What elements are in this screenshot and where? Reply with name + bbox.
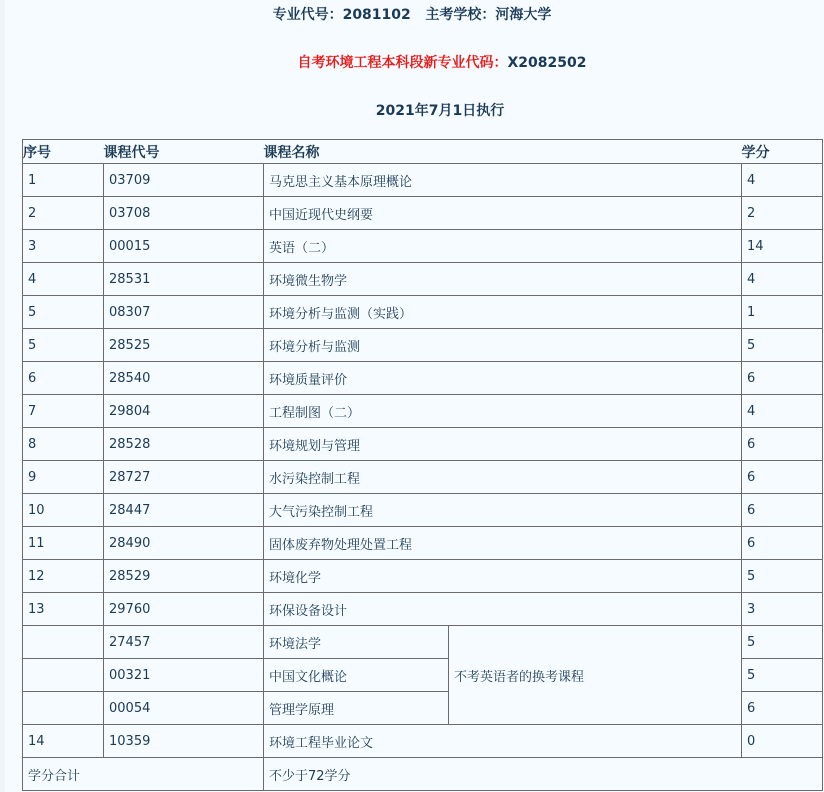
table-row xyxy=(23,197,823,230)
column-header-name: 课程名称 xyxy=(264,140,742,164)
cell-credit: 1 xyxy=(742,296,823,329)
cell-name: 环境微生物学 xyxy=(264,263,742,296)
cell-credit: 3 xyxy=(742,593,823,626)
substitute-row xyxy=(23,626,823,659)
table-row xyxy=(23,230,823,263)
table-row xyxy=(23,593,823,626)
cell-name: 管理学原理 xyxy=(264,692,449,725)
cell-credit: 6 xyxy=(742,461,823,494)
cell-code: 29804 xyxy=(104,395,264,428)
course-table xyxy=(22,139,823,791)
cell-no: 11 xyxy=(23,527,104,560)
cell-name: 环境法学 xyxy=(264,626,449,659)
column-header-no: 序号 xyxy=(23,140,104,164)
cell-credit: 6 xyxy=(742,428,823,461)
cell-credit: 6 xyxy=(742,362,823,395)
table-row xyxy=(23,263,823,296)
new-major-code: X2082502 xyxy=(507,55,587,71)
cell-no xyxy=(23,659,104,692)
total-label: 学分合计 xyxy=(23,758,264,791)
cell-code: 28531 xyxy=(104,263,264,296)
cell-code: 08307 xyxy=(104,296,264,329)
effective-date: 2021年7月1日执行 xyxy=(375,103,505,119)
table-header-row xyxy=(23,140,823,164)
cell-credit: 2 xyxy=(742,197,823,230)
cell-code: 28525 xyxy=(104,329,264,362)
thesis-row xyxy=(23,725,823,758)
table-row xyxy=(23,494,823,527)
major-code-label: 专业代号： xyxy=(272,7,343,23)
new-major-code-line xyxy=(30,52,824,72)
cell-name: 环境工程毕业论文 xyxy=(264,725,742,758)
cell-credit: 4 xyxy=(742,395,823,428)
column-header-code: 课程代号 xyxy=(104,140,264,164)
cell-name: 大气污染控制工程 xyxy=(264,494,742,527)
column-header-credit: 学分 xyxy=(742,140,823,164)
cell-credit: 5 xyxy=(742,626,823,659)
cell-name: 水污染控制工程 xyxy=(264,461,742,494)
cell-credit: 0 xyxy=(742,725,823,758)
cell-name: 工程制图（二） xyxy=(264,395,742,428)
cell-code: 28528 xyxy=(104,428,264,461)
cell-code: 28540 xyxy=(104,362,264,395)
cell-name: 中国文化概论 xyxy=(264,659,449,692)
cell-no: 4 xyxy=(23,263,104,296)
school-label: 主考学校： xyxy=(425,7,496,23)
total-row xyxy=(23,758,823,791)
cell-no: 1 xyxy=(23,164,104,197)
cell-credit: 5 xyxy=(742,659,823,692)
cell-no: 6 xyxy=(23,362,104,395)
new-major-code-label: 自考环境工程本科段新专业代码： xyxy=(297,55,508,71)
cell-no: 13 xyxy=(23,593,104,626)
cell-name: 环境规划与管理 xyxy=(264,428,742,461)
cell-code: 28490 xyxy=(104,527,264,560)
cell-no: 2 xyxy=(23,197,104,230)
table-row xyxy=(23,461,823,494)
cell-credit: 6 xyxy=(742,527,823,560)
cell-no: 10 xyxy=(23,494,104,527)
major-info-line xyxy=(0,4,824,24)
cell-no xyxy=(23,626,104,659)
cell-no: 3 xyxy=(23,230,104,263)
major-code: 2081102 xyxy=(342,7,411,23)
cell-credit: 14 xyxy=(742,230,823,263)
table-row xyxy=(23,296,823,329)
cell-code: 28727 xyxy=(104,461,264,494)
school-name: 河海大学 xyxy=(495,7,552,23)
cell-name: 固体废弃物处理处置工程 xyxy=(264,527,742,560)
cell-no: 7 xyxy=(23,395,104,428)
table-row xyxy=(23,560,823,593)
cell-code: 28447 xyxy=(104,494,264,527)
table-row xyxy=(23,395,823,428)
cell-credit: 6 xyxy=(742,692,823,725)
total-value: 不少于72学分 xyxy=(264,758,823,791)
cell-code: 00054 xyxy=(104,692,264,725)
cell-credit: 4 xyxy=(742,164,823,197)
table-row xyxy=(23,329,823,362)
cell-no: 5 xyxy=(23,296,104,329)
cell-no: 5 xyxy=(23,329,104,362)
cell-name: 环境分析与监测（实践） xyxy=(264,296,742,329)
cell-no: 14 xyxy=(23,725,104,758)
table-row xyxy=(23,428,823,461)
cell-code: 29760 xyxy=(104,593,264,626)
cell-credit: 5 xyxy=(742,560,823,593)
cell-name: 马克思主义基本原理概论 xyxy=(264,164,742,197)
cell-code: 03708 xyxy=(104,197,264,230)
cell-credit: 5 xyxy=(742,329,823,362)
cell-code: 28529 xyxy=(104,560,264,593)
table-row xyxy=(23,527,823,560)
cell-code: 00015 xyxy=(104,230,264,263)
cell-name: 中国近现代史纲要 xyxy=(264,197,742,230)
table-row xyxy=(23,362,823,395)
substitute-note: 不考英语者的换考课程 xyxy=(449,626,742,725)
cell-no: 12 xyxy=(23,560,104,593)
cell-credit: 4 xyxy=(742,263,823,296)
cell-name: 环境分析与监测 xyxy=(264,329,742,362)
cell-code: 10359 xyxy=(104,725,264,758)
cell-no: 8 xyxy=(23,428,104,461)
cell-name: 环境化学 xyxy=(264,560,742,593)
cell-code: 03709 xyxy=(104,164,264,197)
cell-no xyxy=(23,692,104,725)
cell-no: 9 xyxy=(23,461,104,494)
cell-name: 环保设备设计 xyxy=(264,593,742,626)
page-edge xyxy=(0,0,5,792)
table-row xyxy=(23,164,823,197)
cell-credit: 6 xyxy=(742,494,823,527)
cell-name: 环境质量评价 xyxy=(264,362,742,395)
cell-code: 27457 xyxy=(104,626,264,659)
cell-code: 00321 xyxy=(104,659,264,692)
cell-name: 英语（二） xyxy=(264,230,742,263)
